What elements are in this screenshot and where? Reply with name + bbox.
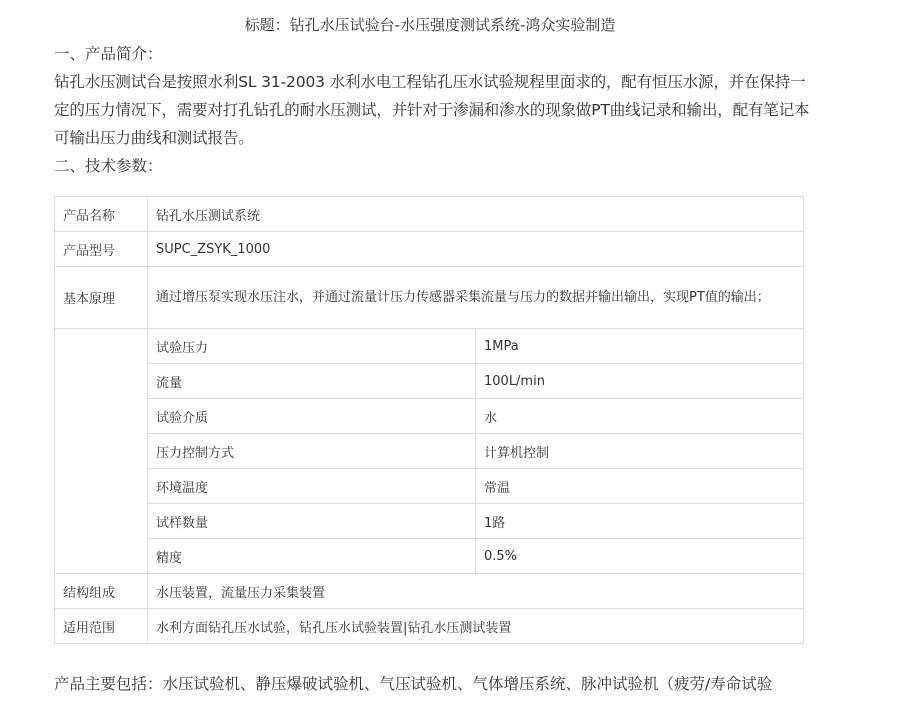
param-name: 流量 (148, 364, 476, 399)
row-label-product-model: 产品型号 (55, 232, 148, 267)
param-name: 精度 (148, 539, 476, 574)
row-value-scope: 水利方面钻孔压水试验，钻孔压水试验装置|钻孔水压测试装置 (148, 609, 804, 644)
table-row (55, 399, 804, 434)
row-label-scope: 适用范围 (55, 609, 148, 644)
param-name: 试验介质 (148, 399, 476, 434)
table-row (55, 504, 804, 539)
param-value: 1MPa (476, 329, 804, 364)
row-value-structure: 水压装置，流量压力采集装置 (148, 574, 804, 609)
table-row (55, 197, 804, 232)
param-value: 计算机控制 (476, 434, 804, 469)
row-label-principle: 基本原理 (55, 267, 148, 329)
table-row (55, 434, 804, 469)
table-row (55, 267, 804, 329)
table-row (55, 232, 804, 267)
table-row (55, 469, 804, 504)
row-value-product-model: SUPC_ZSYK_1000 (148, 232, 804, 267)
param-name: 环境温度 (148, 469, 476, 504)
row-label-product-name: 产品名称 (55, 197, 148, 232)
param-value: 100L/min (476, 364, 804, 399)
table-row (55, 539, 804, 574)
table-row (55, 609, 804, 644)
param-value: 0.5% (476, 539, 804, 574)
table-row (55, 329, 804, 364)
row-value-principle: 通过增压泵实现水压注水，并通过流量计压力传感器采集流量与压力的数据并输出输出，实现PT值的输出； (148, 267, 804, 329)
row-label-structure: 结构组成 (55, 574, 148, 609)
section-heading-specs: 二、技术参数： (54, 157, 163, 175)
param-value: 水 (476, 399, 804, 434)
intro-paragraph: 钻孔水压测试台是按照水利SL 31-2003 水利水电工程钻孔压水试验规程里面求的，配有恒压水源，并在保持一定的压力情况下，需要对打孔钻孔的耐水压测试，并针对于渗漏和渗水的现象做PT曲线记录和输出，配有笔记本可输出压力曲线和测试报告。 (54, 73, 810, 147)
page-title: 标题：钻孔水压试验台-水压强度测试系统-鸿众实验制造 (244, 16, 616, 34)
spec-table (54, 196, 804, 644)
footer-paragraph: 产品主要包括：水压试验机、静压爆破试验机、气压试验机、气体增压系统、脉冲试验机（疲劳/寿命试验 (54, 675, 773, 693)
param-name: 试样数量 (148, 504, 476, 539)
param-value: 常温 (476, 469, 804, 504)
param-name: 试验压力 (148, 329, 476, 364)
table-row (55, 574, 804, 609)
row-value-product-name: 钻孔水压测试系统 (148, 197, 804, 232)
param-name: 压力控制方式 (148, 434, 476, 469)
param-value: 1路 (476, 504, 804, 539)
params-group-label (55, 329, 148, 574)
table-row (55, 364, 804, 399)
section-heading-intro: 一、产品简介： (54, 45, 163, 63)
